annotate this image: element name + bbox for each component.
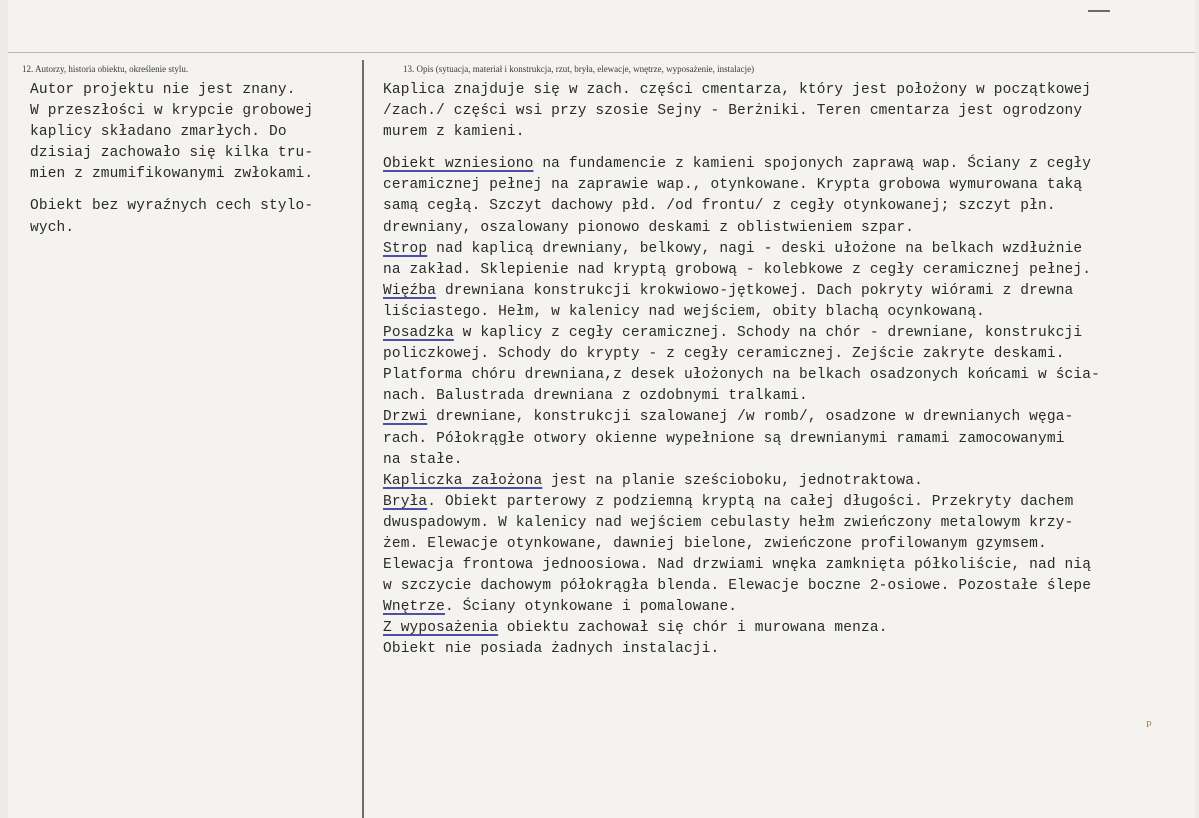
text-line <box>383 639 1189 660</box>
text-line: kaplicy składano zmarłych. Do <box>30 124 287 141</box>
line-text: drewniany, oszalowany pionowo deskami z oblistwieniem szpar. <box>383 219 915 236</box>
text-line <box>383 175 1189 196</box>
text-line <box>383 513 1189 534</box>
text-line <box>383 450 1189 471</box>
text-line <box>383 122 1189 143</box>
underlined-heading: Wnętrze <box>383 599 445 616</box>
header-rule <box>8 52 1195 53</box>
underlined-heading: Kapliczka założona <box>383 472 543 489</box>
line-text: drewniane, konstrukcji szalowanej /w romb/, osadzone w drewnianych węga- <box>427 409 1074 426</box>
line-text: Elewacja frontowa jednoosiowa. Nad drzwiami wnęka zamknięta półkoliście, nad nią <box>383 557 1092 574</box>
line-text: na stałe. <box>383 451 463 468</box>
text-line <box>383 196 1189 217</box>
line-text: murem z kamieni. <box>383 124 525 141</box>
pencil-mark: ᵖ <box>1146 718 1152 734</box>
line-text: obiektu zachował się chór i murowana menza. <box>498 620 888 637</box>
text-line <box>383 386 1189 407</box>
text-line <box>383 618 1189 639</box>
underlined-heading: Więźba <box>383 282 437 299</box>
line-text: drewniana konstrukcji krokwiowo-jętkowej. Dach pokryty wiórami z drewna <box>436 282 1074 299</box>
line-text: Platforma chóru drewniana,z desek ułożonych na belkach osadzonych końcami w ścia- <box>383 367 1100 384</box>
line-text: ceramicznej pełnej na zaprawie wap., otynkowane. Krypta grobowa wymurowana taką <box>383 177 1083 194</box>
underlined-heading: Obiekt wzniesiono <box>383 156 534 173</box>
text-line: mien z zmumifikowanymi zwłokami. <box>30 166 314 183</box>
text-line: Obiekt bez wyraźnych cech stylo- <box>30 198 314 215</box>
text-line: wych. <box>30 219 75 236</box>
text-line: dzisiaj zachowało się kilka tru- <box>30 145 314 162</box>
text-line <box>383 302 1189 323</box>
text-line: W przeszłości w krypcie grobowej <box>30 103 314 120</box>
text-line <box>383 471 1189 492</box>
line-text: Obiekt nie posiada żadnych instalacji. <box>383 641 720 658</box>
text-line <box>383 534 1189 555</box>
line-text: nach. Balustrada drewniana z ozdobnymi tralkami. <box>383 388 808 405</box>
underlined-heading: Drzwi <box>383 409 428 426</box>
text-line <box>383 101 1189 122</box>
text-line <box>383 80 1189 101</box>
line-text: jest na planie sześcioboku, jednotraktowa. <box>542 472 923 489</box>
text-line <box>383 576 1189 597</box>
text-line <box>383 239 1189 260</box>
authors-history-text <box>30 80 358 239</box>
text-line <box>383 407 1189 428</box>
line-text: . Ściany otynkowane i pomalowane. <box>444 599 738 616</box>
text-line: Autor projektu nie jest znany. <box>30 82 296 98</box>
line-text: rach. Półokrągłe otwory okienne wypełnione są drewnianymi ramami zamocowanymi <box>383 430 1065 447</box>
text-line <box>383 154 1189 175</box>
text-line <box>383 492 1189 513</box>
line-text: nad kaplicą drewniany, belkowy, nagi - deski ułożone na belkach wzdłużnie <box>427 240 1083 257</box>
text-line <box>383 597 1189 618</box>
line-text: policzkowej. Schody do krypty - z cegły ceramicznej. Zejście zakryte deskami. <box>383 346 1065 363</box>
paragraph-gap <box>30 185 358 196</box>
ink-mark <box>1088 10 1110 12</box>
underlined-heading: Strop <box>383 240 428 257</box>
line-text: na zakład. Sklepienie nad kryptą grobową - kolebkowe z cegły ceramicznej pełnej. <box>383 261 1092 278</box>
underlined-heading: Bryła <box>383 493 428 510</box>
line-text: liściastego. Hełm, w kalenicy nad wejściem, obity blachą ocynkowaną. <box>383 303 985 320</box>
text-line <box>383 260 1189 281</box>
line-text: żem. Elewacje otynkowane, dawniej bielone, zwieńczone profilowanym gzymsem. <box>383 535 1047 552</box>
text-line <box>383 344 1189 365</box>
line-text: Kaplica znajduje się w zach. części cmentarza, który jest położony w początkowej <box>383 82 1092 98</box>
underlined-heading: Posadzka <box>383 325 454 342</box>
text-line <box>383 218 1189 239</box>
column-divider <box>362 60 364 818</box>
line-text: samą cegłą. Szczyt dachowy płd. /od frontu/ z cegły otynkowanej; szczyt płn. <box>383 198 1056 215</box>
text-line <box>383 429 1189 450</box>
line-text: w kaplicy z cegły ceramicznej. Schody na chór - drewniane, konstrukcji <box>453 325 1083 342</box>
line-text: na fundamencie z kamieni spojonych zaprawą wap. Ściany z cegły <box>533 156 1092 173</box>
line-text: dwuspadowym. W kalenicy nad wejściem cebulasty hełm zwieńczony metalowym krzy- <box>383 514 1074 531</box>
text-line <box>383 555 1189 576</box>
description-text <box>383 80 1189 661</box>
underlined-heading: Z wyposażenia <box>383 620 499 637</box>
field-label-description: 13. Opis (sytuacja, materiał i konstrukcja, rzut, bryła, elewacje, wnętrze, wyposażenie, instalacje) <box>403 64 755 74</box>
text-line <box>383 281 1189 302</box>
paragraph-gap <box>383 143 1189 154</box>
line-text: /zach./ części wsi przy szosie Sejny - Berżniki. Teren cmentarza jest ogrodzony <box>383 103 1083 120</box>
line-text: . Obiekt parterowy z podziemną kryptą na całej długości. Przekryty dachem <box>427 493 1074 510</box>
text-line <box>383 365 1189 386</box>
text-line <box>383 323 1189 344</box>
field-label-authors-history: 12. Autorzy, historia obiektu, określenie stylu. <box>22 64 189 74</box>
line-text: w szczycie dachowym półokrągła blenda. Elewacje boczne 2-osiowe. Pozostałe ślepe <box>383 578 1092 595</box>
